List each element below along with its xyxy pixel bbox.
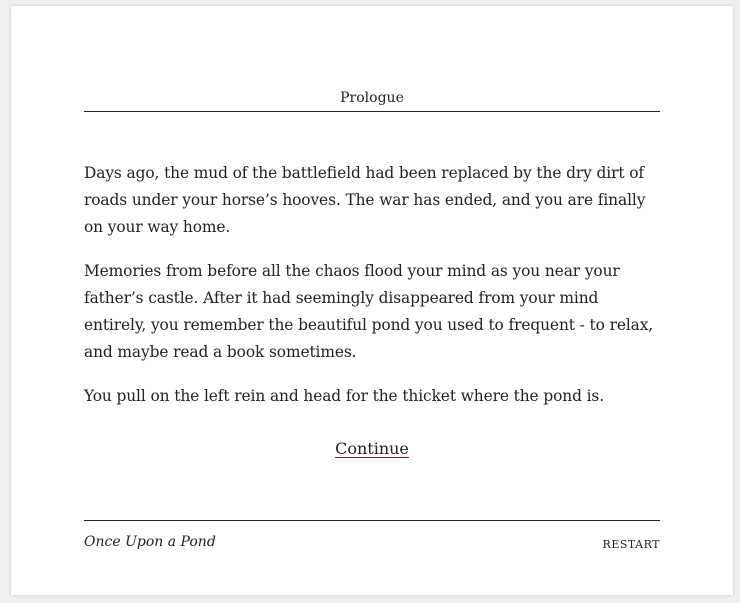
passage-title: Prologue: [340, 90, 404, 106]
passage-header: [84, 90, 660, 112]
passage-text: [84, 160, 660, 427]
footer: [84, 520, 660, 551]
story-paragraph: You pull on the left rein and head for the thicket where the pond is.: [84, 387, 605, 405]
story-paragraph: Memories from before all the chaos flood your mind as you near your father’s castle. After it had seemingly disappeared from your mind entirely, you remember the beautiful pond you used to frequent - to relax, and maybe read a book sometimes.: [84, 262, 654, 361]
story-page: [11, 6, 733, 595]
continue-link[interactable]: Continue: [335, 439, 409, 458]
choice-area: [84, 439, 660, 458]
restart-button[interactable]: RESTART: [602, 538, 660, 551]
story-paragraph: Days ago, the mud of the battlefield had been replaced by the dry dirt of roads under your horse’s hooves. The war has ended, and you are finally on your way home.: [84, 164, 646, 236]
story-column: [84, 6, 660, 595]
game-title: Once Upon a Pond: [84, 534, 216, 550]
